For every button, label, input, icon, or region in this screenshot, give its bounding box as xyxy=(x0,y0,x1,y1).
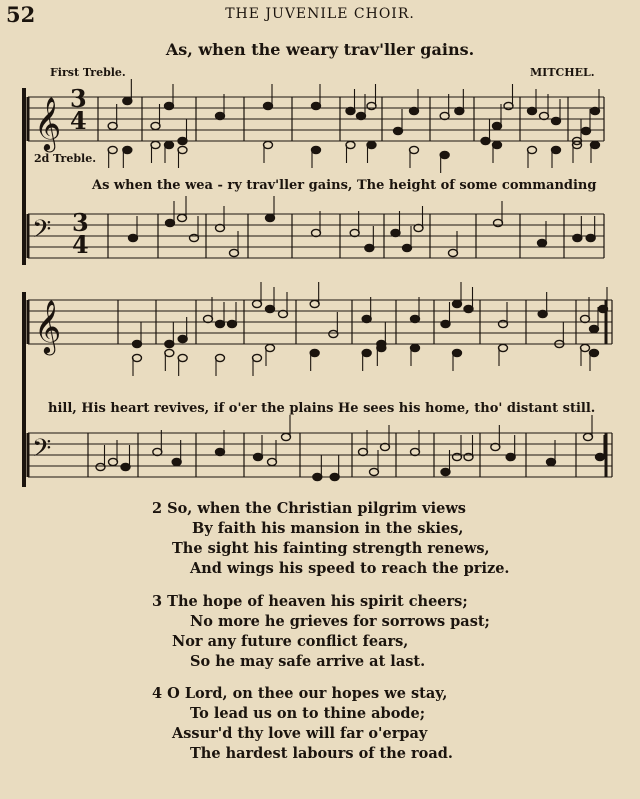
notehead xyxy=(596,453,605,460)
bass-clef: 𝄢 xyxy=(32,215,52,250)
notehead xyxy=(228,320,237,327)
notehead xyxy=(411,344,420,351)
notehead xyxy=(573,234,582,241)
notehead xyxy=(282,433,291,440)
verse-line: The hope of heaven his spirit cheers; xyxy=(167,593,468,610)
notehead xyxy=(312,146,321,153)
notehead xyxy=(216,320,225,327)
notehead xyxy=(253,300,262,307)
notehead xyxy=(108,146,117,153)
verse-line: Assur'd thy love will far o'erpay xyxy=(172,725,428,742)
notehead xyxy=(151,122,160,129)
notehead xyxy=(165,349,174,356)
notehead xyxy=(166,219,175,226)
notehead xyxy=(499,344,508,351)
notehead xyxy=(403,244,412,251)
notehead xyxy=(552,146,561,153)
treble-clef: 𝄞 xyxy=(34,96,62,150)
notehead xyxy=(584,433,593,440)
verse-number: 3 xyxy=(152,593,163,610)
notehead xyxy=(493,141,502,148)
notehead xyxy=(254,453,263,460)
notehead xyxy=(312,102,321,109)
verse-line: The sight his fainting strength renews, xyxy=(172,540,490,557)
verse-number: 4 xyxy=(152,685,163,702)
notehead xyxy=(547,458,556,465)
notehead xyxy=(506,453,515,460)
notehead xyxy=(410,107,419,114)
verse-line: And wings his speed to reach the prize. xyxy=(190,560,510,577)
notehead xyxy=(165,141,174,148)
verse-line: So he may safe arrive at last. xyxy=(190,653,426,670)
notehead xyxy=(346,141,355,148)
notehead xyxy=(266,305,275,312)
notehead xyxy=(365,244,374,251)
notehead xyxy=(129,234,138,241)
notehead xyxy=(440,151,449,158)
notehead xyxy=(165,102,174,109)
notehead xyxy=(367,141,376,148)
notehead xyxy=(453,349,462,356)
notehead xyxy=(310,349,319,356)
notehead xyxy=(266,214,275,221)
lyrics-line-1: As when the wea - ry trav'ller gains, The height of some commanding xyxy=(92,178,597,193)
notehead xyxy=(370,468,379,475)
notes xyxy=(96,79,608,481)
notehead xyxy=(581,344,590,351)
notehead xyxy=(552,117,561,124)
notehead xyxy=(362,315,371,322)
notehead xyxy=(266,344,275,351)
notehead xyxy=(582,127,591,134)
notehead xyxy=(464,305,473,312)
notehead xyxy=(216,448,225,455)
notehead xyxy=(441,468,450,475)
notehead xyxy=(394,127,403,134)
verse-line: No more he grieves for sorrows past; xyxy=(190,613,490,630)
running-title: THE JUVENILE CHOIR. xyxy=(225,6,415,22)
notehead xyxy=(230,249,239,256)
notehead xyxy=(538,310,547,317)
notehead xyxy=(330,473,339,480)
notehead xyxy=(391,229,400,236)
notehead xyxy=(528,146,537,153)
notehead xyxy=(310,300,319,307)
notehead xyxy=(346,107,355,114)
notehead xyxy=(591,107,600,114)
notehead xyxy=(591,141,600,148)
notehead xyxy=(178,146,187,153)
notehead xyxy=(264,141,273,148)
notehead xyxy=(178,335,187,342)
time-signature-1: 3 4 xyxy=(70,84,87,135)
notehead xyxy=(108,122,117,129)
time-signature-2: 3 4 xyxy=(72,208,89,259)
notehead xyxy=(528,107,537,114)
verse-line: To lead us on to thine abode; xyxy=(190,705,426,722)
hymn-title: As, when the weary trav'ller gains. xyxy=(165,40,475,59)
notehead xyxy=(449,249,458,256)
composer-name: MITCHEL. xyxy=(530,66,595,79)
notehead xyxy=(172,458,181,465)
notehead xyxy=(121,463,130,470)
notehead xyxy=(493,122,502,129)
bass-clef: 𝄢 xyxy=(32,434,52,469)
notehead xyxy=(151,141,160,148)
notehead xyxy=(133,340,142,347)
verse-line: Nor any future conflict fears, xyxy=(172,633,409,650)
notehead xyxy=(590,325,599,332)
verse-line: O Lord, on thee our hopes we stay, xyxy=(167,685,448,702)
page-number: 52 xyxy=(6,2,36,27)
treble-clef: 𝄞 xyxy=(34,299,62,353)
notehead xyxy=(357,112,366,119)
notehead xyxy=(410,146,419,153)
notehead xyxy=(133,354,142,361)
notehead xyxy=(123,146,132,153)
notehead xyxy=(96,463,105,470)
notehead xyxy=(165,340,174,347)
verse-line: So, when the Christian pilgrim views xyxy=(167,500,466,517)
notehead xyxy=(313,473,322,480)
notehead xyxy=(253,354,262,361)
part-label-top: First Treble. xyxy=(50,66,126,79)
notehead xyxy=(590,349,599,356)
staff-lines xyxy=(28,97,612,477)
notehead xyxy=(377,344,386,351)
verse-line: The hardest labours of the road. xyxy=(190,745,453,762)
notehead xyxy=(481,137,490,144)
verse-number: 2 xyxy=(152,500,163,517)
lyrics-line-2: hill, His heart revives, if o'er the plains He sees his home, tho' distant still. xyxy=(48,401,596,416)
verse-line: By faith his mansion in the skies, xyxy=(192,520,464,537)
part-label-bottom: 2d Treble. xyxy=(34,152,97,165)
notehead xyxy=(441,320,450,327)
notehead xyxy=(362,349,371,356)
notehead xyxy=(453,300,462,307)
notehead xyxy=(586,234,595,241)
notehead xyxy=(411,315,420,322)
notehead xyxy=(329,330,338,337)
notehead xyxy=(109,458,118,465)
notehead xyxy=(216,354,225,361)
notehead xyxy=(216,112,225,119)
notehead xyxy=(123,97,132,104)
notehead xyxy=(455,107,464,114)
notehead xyxy=(268,458,277,465)
notehead xyxy=(538,239,547,246)
notehead xyxy=(178,137,187,144)
notehead xyxy=(599,305,608,312)
notehead xyxy=(178,354,187,361)
notehead xyxy=(264,102,273,109)
notehead xyxy=(178,214,187,221)
